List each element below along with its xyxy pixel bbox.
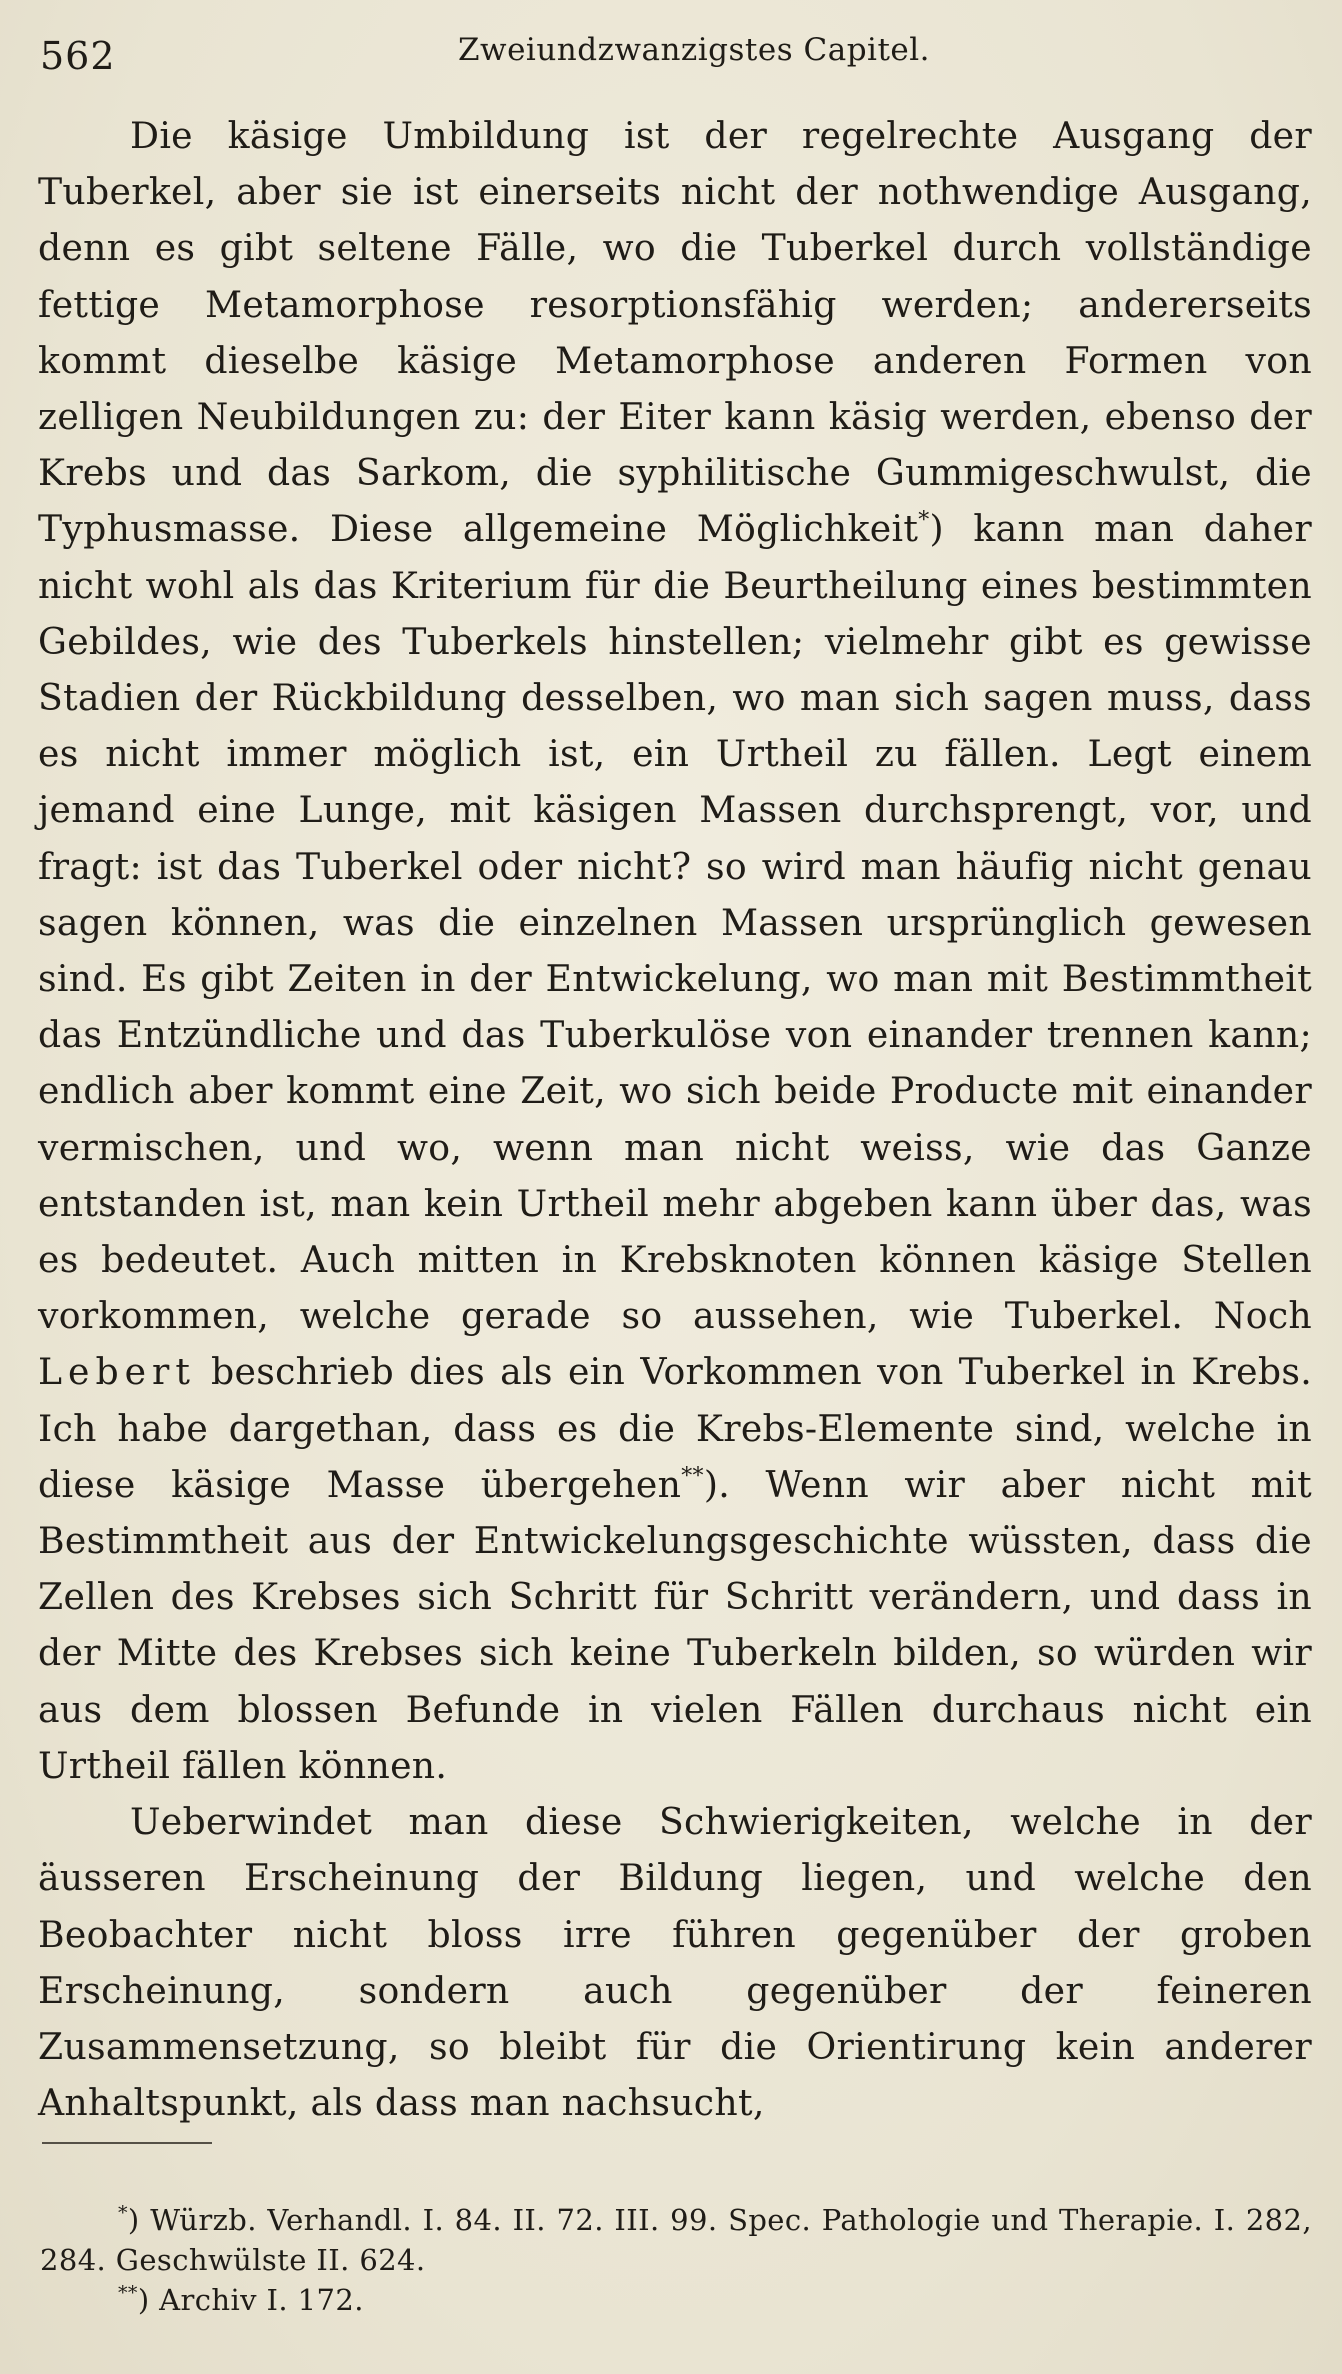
footnote-divider (42, 2142, 212, 2144)
page-header (40, 26, 1310, 86)
body-text (38, 108, 1312, 2131)
footnote-1-mark: * (118, 2202, 128, 2224)
paragraph-2: Ueberwindet man diese Schwierigkeiten, welche in der äusseren Erscheinung der Bildung liegen, und welche den Beobachter nicht bloss irre führen gegenüber der groben Erscheinung, sondern auch gegenüber der feineren Zusammensetzung, so bleibt für die Orientirung kein anderer Anhaltspunkt, als dass man nachsucht, (38, 1800, 1312, 2125)
footnote-2-mark: ** (118, 2282, 138, 2304)
paragraph-1-part-2: ) kann man daher nicht wohl als das Kriterium für die Beurtheilung eines bestimmten Gebildes, wie des Tuberkels hinstellen; vielmehr gibt es gewisse Stadien der Rückbildung desselben, wo man sich sagen muss, dass es nicht immer möglich ist, ein Urtheil zu fällen. Legt einem jemand eine Lunge, mit käsigen Massen durchsprengt, vor, und fragt: ist das Tuberkel oder nicht? so wird man häufig nicht genau sagen können, was die einzelnen Massen ursprünglich gewesen sind. Es gibt Zeiten in der Entwickelung, wo man mit Bestimmtheit das Entzündliche und das Tuberkulöse von einander trennen kann; endlich aber kommt eine Zeit, wo sich beide Producte mit einander vermischen, und wo, wenn man nicht weiss, wie das Ganze entstanden ist, man kein Urtheil mehr abgeben kann über das, was es bedeutet. Auch mitten in Krebsknoten können käsige Stellen vorkommen, welche gerade so aussehen, wie Tuberkel. Noch (38, 507, 1312, 1338)
footnote-2 (40, 2280, 1312, 2320)
paragraph-1-part-4: ). Wenn wir aber nicht mit Bestimmtheit aus der Entwickelungsgeschichte wüssten, dass die Zellen des Krebses sich Schritt für Schritt verändern, und dass in der Mitte des Krebses sich keine Tuberkeln bilden, so würden wir aus dem blossen Befunde in vielen Fällen durchaus nicht ein Urtheil fällen können. (38, 1462, 1312, 1787)
page-number: 562 (40, 34, 116, 78)
paragraph-1-part-1: Die käsige Umbildung ist der regelrechte Ausgang der Tuberkel, aber sie ist einerseits nicht der nothwendige Ausgang, denn es gibt seltene Fälle, wo die Tuberkel durch vollständige fettige Metamorphose resorptionsfähig werden; andererseits kommt dieselbe käsige Metamorphose anderen Formen von zelligen Neubildungen zu: der Eiter kann käsig werden, ebenso der Krebs und das Sarkom, die syphilitische Gummigeschwulst, die Typhusmasse. Diese allgemeine Möglichkeit (38, 114, 1312, 551)
footnote-1-text: ) Würzb. Verhandl. I. 84. II. 72. III. 99. Spec. Pathologie und Therapie. I. 282, 284. Geschwülste II. 624. (40, 2203, 1312, 2277)
paragraph-1-part-3: beschrieb dies als ein Vorkommen von Tuberkel in Krebs. Ich habe dargethan, dass es die Krebs-Elemente sind, welche in diese käsige Masse übergehen (38, 1350, 1312, 1506)
footnote-ref-1: * (918, 508, 930, 534)
footnotes (40, 2200, 1312, 2320)
footnote-2-text: ) Archiv I. 172. (137, 2283, 364, 2317)
footnote-ref-2: ** (681, 1463, 704, 1489)
footnote-1 (40, 2200, 1312, 2280)
author-name: Lebert (38, 1350, 196, 1394)
running-title: Zweiundzwanzigstes Capitel. (458, 32, 931, 68)
paragraph-1 (38, 108, 1312, 1794)
